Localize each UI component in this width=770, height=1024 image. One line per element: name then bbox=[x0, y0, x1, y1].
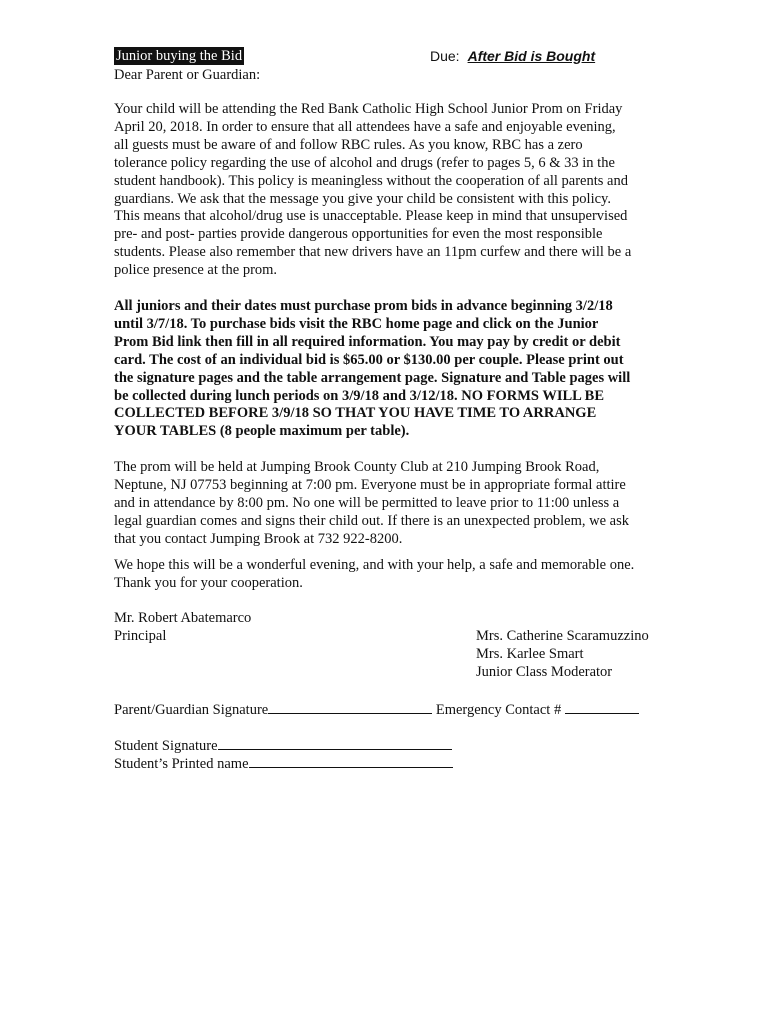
paragraph-venue bbox=[114, 459, 664, 549]
text-line: YOUR TABLES (8 people maximum per table). bbox=[114, 423, 410, 440]
text-line: guardians. We ask that the message you give your child be consistent with this policy. bbox=[114, 190, 611, 207]
moderator-signature-block bbox=[476, 628, 649, 682]
text-line: that you contact Jumping Brook at 732 922-8200. bbox=[114, 530, 403, 547]
due-label: Due: bbox=[430, 48, 460, 64]
text-line: legal guardian comes and signs their child out. If there is an unexpected problem, we ask bbox=[114, 512, 629, 529]
paragraph-bid-purchase bbox=[114, 298, 664, 441]
student-name-label: Student’s Printed name bbox=[114, 756, 249, 772]
principal-name: Mr. Robert Abatemarco bbox=[114, 610, 252, 626]
moderator-name-1: Mrs. Catherine Scaramuzzino bbox=[476, 628, 649, 644]
text-line: Neptune, NJ 07753 beginning at 7:00 pm. Everyone must be in appropriate formal attire bbox=[114, 476, 626, 493]
due-value: After Bid is Bought bbox=[467, 48, 596, 64]
parent-signature-field[interactable] bbox=[268, 700, 432, 714]
text-line: pre- and post- parties provide dangerous opportunities for even the most responsible bbox=[114, 226, 603, 243]
text-line: Your child will be attending the Red Bank Catholic High School Junior Prom on Friday bbox=[114, 101, 623, 117]
principal-signature-block bbox=[114, 610, 251, 646]
text-line: students. Please also remember that new drivers have an 11pm curfew and there will be a bbox=[114, 244, 632, 261]
parent-signature-row bbox=[114, 700, 639, 719]
text-line: COLLECTED BEFORE 3/9/18 SO THAT YOU HAVE TIME TO ARRANGE bbox=[114, 405, 597, 422]
student-signature-label: Student Signature bbox=[114, 738, 218, 754]
moderator-title: Junior Class Moderator bbox=[476, 663, 613, 680]
emergency-contact-field[interactable] bbox=[565, 700, 639, 714]
text-line: be collected during lunch periods on 3/9/18 and 3/12/18. NO FORMS WILL BE bbox=[114, 387, 604, 404]
text-line: police presence at the prom. bbox=[114, 262, 278, 279]
text-line: All juniors and their dates must purchase prom bids in advance beginning 3/2/18 bbox=[114, 298, 613, 314]
paragraph-attendance-policy bbox=[114, 101, 664, 280]
text-line: We hope this will be a wonderful evening, and with your help, a safe and memorable one. bbox=[114, 557, 635, 573]
text-line: tolerance policy regarding the use of alcohol and drugs (refer to pages 5, 6 & 33 in the bbox=[114, 154, 615, 171]
text-line: card. The cost of an individual bid is $65.00 or $130.00 per couple. Please print out bbox=[114, 351, 624, 368]
text-line: Prom Bid link then fill in all required information. You may pay by credit or debit bbox=[114, 333, 621, 350]
header-row bbox=[114, 46, 674, 68]
text-line: the signature pages and the table arrangement page. Signature and Table pages will bbox=[114, 369, 631, 386]
paragraph-closing bbox=[114, 557, 664, 593]
student-signature-row bbox=[114, 736, 452, 755]
document-title: Junior buying the Bid bbox=[116, 48, 243, 64]
greeting: Dear Parent or Guardian: bbox=[114, 67, 261, 83]
parent-signature-label: Parent/Guardian Signature bbox=[114, 702, 269, 718]
text-line: Thank you for your cooperation. bbox=[114, 574, 303, 591]
text-line: until 3/7/18. To purchase bids visit the RBC home page and click on the Junior bbox=[114, 315, 599, 332]
text-line: April 20, 2018. In order to ensure that all attendees have a safe and enjoyable evening, bbox=[114, 118, 616, 135]
text-line: The prom will be held at Jumping Brook County Club at 210 Jumping Brook Road, bbox=[114, 459, 600, 475]
student-signature-field[interactable] bbox=[218, 736, 452, 750]
student-name-field[interactable] bbox=[249, 754, 453, 768]
text-line: and in attendance by 8:00 pm. No one will be permitted to leave prior to 11:00 unless a bbox=[114, 494, 620, 511]
text-line: all guests must be aware of and follow RBC rules. As you know, RBC has a zero bbox=[114, 136, 583, 153]
emergency-contact-label: Emergency Contact # bbox=[435, 702, 562, 718]
text-line: student handbook). This policy is meaningless without the cooperation of all parents and bbox=[114, 172, 628, 189]
student-name-row bbox=[114, 754, 453, 773]
due-line bbox=[430, 47, 595, 65]
principal-title: Principal bbox=[114, 627, 167, 644]
moderator-name-2: Mrs. Karlee Smart bbox=[476, 645, 584, 662]
text-line: This means that alcohol/drug use is unacceptable. Please keep in mind that unsupervised bbox=[114, 208, 628, 225]
